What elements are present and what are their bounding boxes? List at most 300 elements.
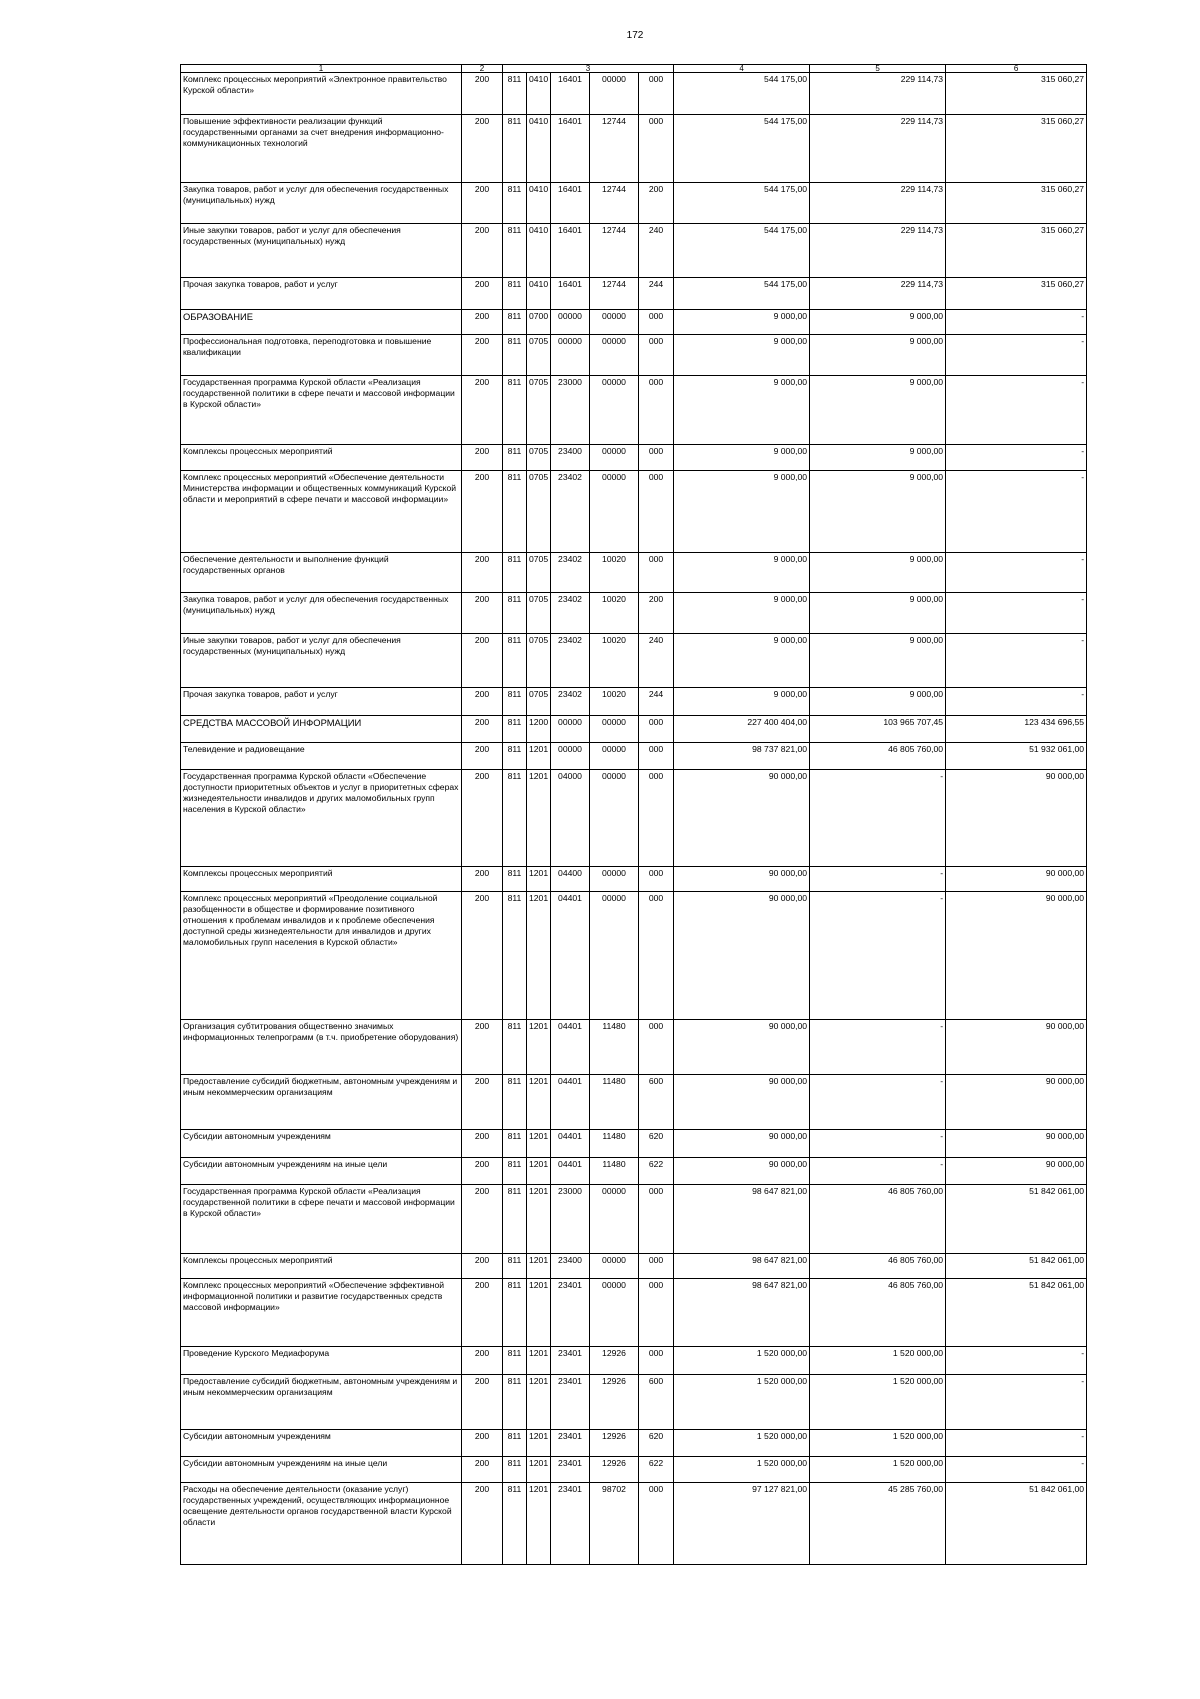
amount-executed: 1 520 000,00 (810, 1375, 946, 1430)
grbs-code: 200 (462, 1185, 503, 1254)
expense-type-code: 200 (639, 593, 674, 634)
amount-remaining: 315 060,27 (946, 224, 1087, 278)
column-number-row (181, 65, 1087, 73)
grbs-code: 200 (462, 471, 503, 553)
amount-remaining: - (946, 1430, 1087, 1457)
section-code: 0705 (527, 688, 551, 716)
section-code: 1201 (527, 1430, 551, 1457)
amount-executed: 46 805 760,00 (810, 1279, 946, 1347)
admin-code: 811 (503, 115, 527, 183)
expense-type-code: 000 (639, 445, 674, 471)
amount-executed: 45 285 760,00 (810, 1483, 946, 1565)
amount-remaining: - (946, 1457, 1087, 1483)
amount-executed: 229 114,73 (810, 224, 946, 278)
program-code: 04401 (551, 1130, 590, 1158)
row-name: Субсидии автономным учреждениям (181, 1430, 462, 1457)
direction-code: 00000 (590, 892, 639, 1020)
direction-code: 00000 (590, 376, 639, 445)
amount-planned: 544 175,00 (674, 224, 810, 278)
grbs-code: 200 (462, 73, 503, 115)
expense-type-code: 244 (639, 688, 674, 716)
section-code: 0700 (527, 310, 551, 335)
direction-code: 00000 (590, 1279, 639, 1347)
row-name: Комплексы процессных мероприятий (181, 445, 462, 471)
expense-type-code: 000 (639, 770, 674, 867)
amount-remaining: 90 000,00 (946, 867, 1087, 892)
amount-remaining: - (946, 553, 1087, 593)
direction-code: 11480 (590, 1020, 639, 1075)
amount-remaining: 90 000,00 (946, 1158, 1087, 1185)
amount-executed: - (810, 892, 946, 1020)
section-code: 1201 (527, 1254, 551, 1279)
amount-executed: 229 114,73 (810, 183, 946, 224)
admin-code: 811 (503, 73, 527, 115)
amount-executed: 46 805 760,00 (810, 1185, 946, 1254)
amount-executed: - (810, 1075, 946, 1130)
direction-code: 00000 (590, 716, 639, 743)
grbs-code: 200 (462, 224, 503, 278)
program-code: 23401 (551, 1483, 590, 1565)
amount-planned: 1 520 000,00 (674, 1347, 810, 1375)
grbs-code: 200 (462, 1347, 503, 1375)
table-row (181, 1130, 1087, 1158)
grbs-code: 200 (462, 553, 503, 593)
table-row (181, 73, 1087, 115)
amount-executed: 103 965 707,45 (810, 716, 946, 743)
admin-code: 811 (503, 445, 527, 471)
program-code: 23400 (551, 1254, 590, 1279)
program-code: 23402 (551, 634, 590, 688)
direction-code: 11480 (590, 1158, 639, 1185)
row-name: Государственная программа Курской области «Реализация государственной политики в сфере печати и массовой информации в Курской области» (181, 1185, 462, 1254)
amount-planned: 1 520 000,00 (674, 1457, 810, 1483)
expense-type-code: 000 (639, 115, 674, 183)
grbs-code: 200 (462, 1279, 503, 1347)
program-code: 16401 (551, 73, 590, 115)
section-code: 0410 (527, 278, 551, 310)
table-row (181, 1020, 1087, 1075)
column-number: 2 (462, 65, 503, 73)
amount-remaining: 51 842 061,00 (946, 1279, 1087, 1347)
amount-remaining: 90 000,00 (946, 1075, 1087, 1130)
section-code: 1201 (527, 1020, 551, 1075)
row-name: СРЕДСТВА МАССОВОЙ ИНФОРМАЦИИ (181, 716, 462, 743)
amount-planned: 90 000,00 (674, 1158, 810, 1185)
section-code: 0410 (527, 73, 551, 115)
amount-executed: 9 000,00 (810, 335, 946, 376)
amount-remaining: 51 842 061,00 (946, 1254, 1087, 1279)
grbs-code: 200 (462, 1075, 503, 1130)
grbs-code: 200 (462, 335, 503, 376)
table-body (181, 73, 1087, 1565)
row-name: Прочая закупка товаров, работ и услуг (181, 688, 462, 716)
expense-type-code: 000 (639, 1483, 674, 1565)
admin-code: 811 (503, 770, 527, 867)
admin-code: 811 (503, 716, 527, 743)
section-code: 1201 (527, 770, 551, 867)
amount-executed: 229 114,73 (810, 73, 946, 115)
amount-planned: 9 000,00 (674, 310, 810, 335)
admin-code: 811 (503, 376, 527, 445)
row-name: Комплекс процессных мероприятий «Электронное правительство Курской области» (181, 73, 462, 115)
amount-remaining: 51 932 061,00 (946, 743, 1087, 770)
program-code: 04000 (551, 770, 590, 867)
direction-code: 12744 (590, 278, 639, 310)
expense-type-code: 600 (639, 1375, 674, 1430)
expense-type-code: 622 (639, 1457, 674, 1483)
section-code: 1201 (527, 1457, 551, 1483)
direction-code: 10020 (590, 593, 639, 634)
grbs-code: 200 (462, 634, 503, 688)
amount-remaining: - (946, 445, 1087, 471)
program-code: 04401 (551, 1020, 590, 1075)
amount-remaining: 90 000,00 (946, 892, 1087, 1020)
expense-type-code: 620 (639, 1130, 674, 1158)
grbs-code: 200 (462, 1158, 503, 1185)
expense-type-code: 000 (639, 1279, 674, 1347)
program-code: 16401 (551, 278, 590, 310)
direction-code: 12926 (590, 1375, 639, 1430)
admin-code: 811 (503, 224, 527, 278)
amount-remaining: 51 842 061,00 (946, 1185, 1087, 1254)
expense-type-code: 600 (639, 1075, 674, 1130)
amount-remaining: 315 060,27 (946, 115, 1087, 183)
amount-planned: 9 000,00 (674, 376, 810, 445)
amount-executed: 229 114,73 (810, 115, 946, 183)
grbs-code: 200 (462, 716, 503, 743)
row-name: Комплекс процессных мероприятий «Обеспечение эффективной информационной политики и развитие государственных средств массовой информации» (181, 1279, 462, 1347)
expense-type-code: 000 (639, 892, 674, 1020)
amount-planned: 9 000,00 (674, 445, 810, 471)
amount-planned: 9 000,00 (674, 335, 810, 376)
program-code: 00000 (551, 743, 590, 770)
amount-planned: 90 000,00 (674, 1130, 810, 1158)
amount-planned: 90 000,00 (674, 770, 810, 867)
grbs-code: 200 (462, 1483, 503, 1565)
row-name: Закупка товаров, работ и услуг для обеспечения государственных (муниципальных) нужд (181, 183, 462, 224)
page-number: 172 (626, 30, 644, 41)
row-name: Профессиональная подготовка, переподготовка и повышение квалификации (181, 335, 462, 376)
admin-code: 811 (503, 892, 527, 1020)
amount-executed: - (810, 867, 946, 892)
expense-type-code: 244 (639, 278, 674, 310)
grbs-code: 200 (462, 867, 503, 892)
direction-code: 12926 (590, 1347, 639, 1375)
grbs-code: 200 (462, 593, 503, 634)
section-code: 1201 (527, 743, 551, 770)
program-code: 23401 (551, 1430, 590, 1457)
grbs-code: 200 (462, 445, 503, 471)
amount-remaining: - (946, 376, 1087, 445)
program-code: 16401 (551, 115, 590, 183)
grbs-code: 200 (462, 1430, 503, 1457)
grbs-code: 200 (462, 770, 503, 867)
direction-code: 00000 (590, 1185, 639, 1254)
amount-executed: - (810, 1020, 946, 1075)
amount-remaining: 315 060,27 (946, 73, 1087, 115)
admin-code: 811 (503, 183, 527, 224)
amount-planned: 90 000,00 (674, 1075, 810, 1130)
admin-code: 811 (503, 1254, 527, 1279)
amount-remaining: - (946, 471, 1087, 553)
admin-code: 811 (503, 1483, 527, 1565)
grbs-code: 200 (462, 310, 503, 335)
row-name: Закупка товаров, работ и услуг для обеспечения государственных (муниципальных) нужд (181, 593, 462, 634)
amount-planned: 9 000,00 (674, 634, 810, 688)
table-row (181, 1457, 1087, 1483)
grbs-code: 200 (462, 1375, 503, 1430)
table-row (181, 892, 1087, 1020)
amount-executed: 46 805 760,00 (810, 743, 946, 770)
direction-code: 12744 (590, 115, 639, 183)
direction-code: 00000 (590, 335, 639, 376)
amount-executed: 1 520 000,00 (810, 1430, 946, 1457)
grbs-code: 200 (462, 1130, 503, 1158)
table-row (181, 1347, 1087, 1375)
amount-executed: 9 000,00 (810, 471, 946, 553)
amount-remaining: 123 434 696,55 (946, 716, 1087, 743)
expense-type-code: 240 (639, 224, 674, 278)
column-number: 3 (503, 65, 674, 73)
table-row (181, 183, 1087, 224)
amount-remaining: 51 842 061,00 (946, 1483, 1087, 1565)
section-code: 1201 (527, 1279, 551, 1347)
program-code: 23402 (551, 688, 590, 716)
amount-planned: 97 127 821,00 (674, 1483, 810, 1565)
expense-type-code: 000 (639, 1347, 674, 1375)
row-name: ОБРАЗОВАНИЕ (181, 310, 462, 335)
direction-code: 00000 (590, 445, 639, 471)
row-name: Иные закупки товаров, работ и услуг для обеспечения государственных (муниципальных) нужд (181, 224, 462, 278)
table-row (181, 716, 1087, 743)
program-code: 23401 (551, 1347, 590, 1375)
amount-executed: - (810, 1130, 946, 1158)
amount-planned: 90 000,00 (674, 1020, 810, 1075)
amount-executed: 9 000,00 (810, 445, 946, 471)
budget-table (180, 64, 1087, 1565)
row-name: Проведение Курского Медиафорума (181, 1347, 462, 1375)
amount-executed: 9 000,00 (810, 688, 946, 716)
section-code: 0705 (527, 471, 551, 553)
amount-executed: 46 805 760,00 (810, 1254, 946, 1279)
amount-planned: 98 647 821,00 (674, 1185, 810, 1254)
admin-code: 811 (503, 1158, 527, 1185)
program-code: 23401 (551, 1279, 590, 1347)
amount-planned: 9 000,00 (674, 688, 810, 716)
grbs-code: 200 (462, 688, 503, 716)
amount-planned: 227 400 404,00 (674, 716, 810, 743)
row-name: Комплекс процессных мероприятий «Преодоление социальной разобщенности в обществе и формирование позитивного отношения к проблемам инвалидов и к проблеме обеспечения доступной среды жизнедеятельности для инвалидов и других маломобильных групп населения в Курской области» (181, 892, 462, 1020)
grbs-code: 200 (462, 115, 503, 183)
section-code: 0705 (527, 634, 551, 688)
row-name: Комплекс процессных мероприятий «Обеспечение деятельности Министерства информации и общественных коммуникаций Курской области и мероприятий в сфере печати и массовой информации» (181, 471, 462, 553)
table-row (181, 1254, 1087, 1279)
direction-code: 00000 (590, 73, 639, 115)
amount-remaining: - (946, 688, 1087, 716)
direction-code: 00000 (590, 867, 639, 892)
expense-type-code: 000 (639, 867, 674, 892)
column-number: 5 (810, 65, 946, 73)
row-name: Телевидение и радиовещание (181, 743, 462, 770)
admin-code: 811 (503, 688, 527, 716)
table-row (181, 278, 1087, 310)
grbs-code: 200 (462, 376, 503, 445)
program-code: 23400 (551, 445, 590, 471)
amount-remaining: - (946, 1347, 1087, 1375)
expense-type-code: 000 (639, 1185, 674, 1254)
table-row (181, 445, 1087, 471)
expense-type-code: 000 (639, 335, 674, 376)
amount-planned: 98 647 821,00 (674, 1279, 810, 1347)
section-code: 1201 (527, 1375, 551, 1430)
section-code: 0705 (527, 593, 551, 634)
program-code: 23401 (551, 1375, 590, 1430)
section-code: 0410 (527, 115, 551, 183)
table-row (181, 471, 1087, 553)
amount-remaining: 90 000,00 (946, 1020, 1087, 1075)
program-code: 04401 (551, 1158, 590, 1185)
expense-type-code: 620 (639, 1430, 674, 1457)
section-code: 1201 (527, 1130, 551, 1158)
admin-code: 811 (503, 471, 527, 553)
direction-code: 00000 (590, 1254, 639, 1279)
direction-code: 12926 (590, 1430, 639, 1457)
amount-remaining: 90 000,00 (946, 1130, 1087, 1158)
amount-planned: 1 520 000,00 (674, 1375, 810, 1430)
row-name: Субсидии автономным учреждениям (181, 1130, 462, 1158)
direction-code: 00000 (590, 471, 639, 553)
table-row (181, 376, 1087, 445)
amount-executed: 1 520 000,00 (810, 1457, 946, 1483)
column-number: 6 (946, 65, 1087, 73)
grbs-code: 200 (462, 183, 503, 224)
expense-type-code: 200 (639, 183, 674, 224)
amount-planned: 9 000,00 (674, 471, 810, 553)
grbs-code: 200 (462, 278, 503, 310)
table-row (181, 688, 1087, 716)
program-code: 23401 (551, 1457, 590, 1483)
program-code: 23000 (551, 1185, 590, 1254)
grbs-code: 200 (462, 1254, 503, 1279)
amount-executed: 9 000,00 (810, 376, 946, 445)
column-number: 4 (674, 65, 810, 73)
amount-planned: 90 000,00 (674, 867, 810, 892)
row-name: Повышение эффективности реализации функций государственными органами за счет внедрения информационно-коммуникационных технологий (181, 115, 462, 183)
direction-code: 12926 (590, 1457, 639, 1483)
section-code: 0705 (527, 553, 551, 593)
row-name: Прочая закупка товаров, работ и услуг (181, 278, 462, 310)
row-name: Субсидии автономным учреждениям на иные цели (181, 1158, 462, 1185)
admin-code: 811 (503, 553, 527, 593)
table-row (181, 1075, 1087, 1130)
row-name: Предоставление субсидий бюджетным, автономным учреждениям и иным некоммерческим организациям (181, 1375, 462, 1430)
section-code: 1200 (527, 716, 551, 743)
direction-code: 10020 (590, 688, 639, 716)
admin-code: 811 (503, 593, 527, 634)
admin-code: 811 (503, 1130, 527, 1158)
table-row (181, 1279, 1087, 1347)
table-row (181, 1158, 1087, 1185)
program-code: 16401 (551, 183, 590, 224)
admin-code: 811 (503, 310, 527, 335)
amount-remaining: - (946, 335, 1087, 376)
amount-executed: 9 000,00 (810, 310, 946, 335)
section-code: 1201 (527, 1185, 551, 1254)
admin-code: 811 (503, 1185, 527, 1254)
table-row (181, 593, 1087, 634)
grbs-code: 200 (462, 1457, 503, 1483)
section-code: 0705 (527, 445, 551, 471)
amount-remaining: 90 000,00 (946, 770, 1087, 867)
section-code: 1201 (527, 1158, 551, 1185)
row-name: Комплексы процессных мероприятий (181, 1254, 462, 1279)
expense-type-code: 000 (639, 376, 674, 445)
program-code: 23000 (551, 376, 590, 445)
row-name: Организация субтитрования общественно значимых информационных телепрограмм (в т.ч. приобретение оборудования) (181, 1020, 462, 1075)
section-code: 1201 (527, 867, 551, 892)
program-code: 00000 (551, 310, 590, 335)
direction-code: 00000 (590, 770, 639, 867)
program-code: 00000 (551, 716, 590, 743)
expense-type-code: 000 (639, 1254, 674, 1279)
amount-remaining: - (946, 593, 1087, 634)
table-row (181, 1185, 1087, 1254)
amount-planned: 98 737 821,00 (674, 743, 810, 770)
grbs-code: 200 (462, 743, 503, 770)
row-name: Предоставление субсидий бюджетным, автономным учреждениям и иным некоммерческим организациям (181, 1075, 462, 1130)
direction-code: 00000 (590, 310, 639, 335)
amount-executed: 9 000,00 (810, 553, 946, 593)
program-code: 04401 (551, 892, 590, 1020)
admin-code: 811 (503, 867, 527, 892)
row-name: Государственная программа Курской области «Реализация государственной политики в сфере печати и массовой информации в Курской области» (181, 376, 462, 445)
amount-remaining: - (946, 310, 1087, 335)
table-row (181, 115, 1087, 183)
amount-remaining: - (946, 634, 1087, 688)
amount-planned: 544 175,00 (674, 115, 810, 183)
direction-code: 10020 (590, 634, 639, 688)
amount-executed: - (810, 1158, 946, 1185)
section-code: 0705 (527, 376, 551, 445)
section-code: 1201 (527, 1075, 551, 1130)
expense-type-code: 000 (639, 310, 674, 335)
row-name: Обеспечение деятельности и выполнение функций государственных органов (181, 553, 462, 593)
direction-code: 11480 (590, 1130, 639, 1158)
amount-planned: 9 000,00 (674, 553, 810, 593)
admin-code: 811 (503, 1375, 527, 1430)
section-code: 1201 (527, 1483, 551, 1565)
expense-type-code: 000 (639, 73, 674, 115)
section-code: 0705 (527, 335, 551, 376)
admin-code: 811 (503, 335, 527, 376)
admin-code: 811 (503, 278, 527, 310)
program-code: 23402 (551, 593, 590, 634)
admin-code: 811 (503, 1075, 527, 1130)
direction-code: 00000 (590, 743, 639, 770)
expense-type-code: 000 (639, 743, 674, 770)
direction-code: 10020 (590, 553, 639, 593)
amount-remaining: 315 060,27 (946, 278, 1087, 310)
admin-code: 811 (503, 1347, 527, 1375)
amount-executed: 9 000,00 (810, 634, 946, 688)
amount-executed: - (810, 770, 946, 867)
row-name: Комплексы процессных мероприятий (181, 867, 462, 892)
program-code: 04401 (551, 1075, 590, 1130)
row-name: Государственная программа Курской области «Обеспечение доступности приоритетных объектов и услуг в приоритетных сферах жизнедеятельности инвалидов и других маломобильных групп населения в Курской области» (181, 770, 462, 867)
direction-code: 98702 (590, 1483, 639, 1565)
amount-planned: 544 175,00 (674, 73, 810, 115)
section-code: 0410 (527, 224, 551, 278)
